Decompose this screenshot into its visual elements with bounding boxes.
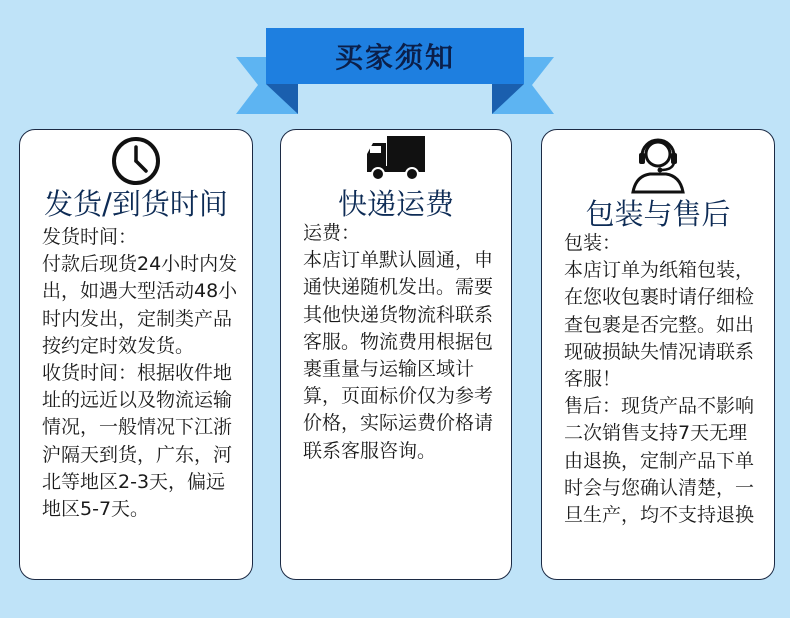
card-body — [42, 224, 238, 523]
card-title: 快递运费 — [337, 187, 454, 221]
packaging-heading: 包装： — [564, 232, 622, 254]
shipping-time-heading: 发货时间： — [42, 226, 138, 248]
card-body — [303, 220, 497, 465]
customer-service-headset-icon — [628, 134, 688, 198]
packaging-text: 本店订单为纸箱包装，在您收包裹时请仔细检查包裹是否完整。如出现破损缺失情况请联系客服！ — [564, 259, 755, 391]
card-title: 发货/到货时间 — [44, 187, 228, 221]
header-banner — [0, 0, 790, 130]
card-title: 包装与售后 — [585, 197, 731, 231]
card-body — [564, 230, 760, 529]
shipping-time-text: 付款后现货24小时内发出，如遇大型活动48小时内发出，定制类产品按约定时效发货。 — [42, 253, 238, 357]
shipping-fee-heading: 运费： — [303, 222, 361, 244]
aftersales-text: 售后：现货产品不影响二次销售支持7天无理由退换，定制产品下单时会与您确认清楚，一旦生产，均不支持退换 — [564, 395, 755, 527]
packaging-aftersales-card — [541, 129, 775, 580]
shipping-fee-text: 本店订单默认圆通，申通快递随机发出。需要其他快递货物流科联系客服。物流费用根据包裹重量与运输区域计算，页面标价仅为参考价格，实际运费价格请联系客服咨询。 — [303, 249, 494, 462]
shipping-time-card — [19, 129, 253, 580]
shipping-fee-card — [280, 129, 512, 580]
banner-title: 买家须知 — [334, 41, 455, 74]
delivery-truck-icon — [365, 134, 427, 188]
delivery-time-text: 收货时间：根据收件地址的远近以及物流运输情况，一般情况下江浙沪隔天到货，广东，河北等地区2-3天，偏远地区5-7天。 — [42, 362, 233, 521]
